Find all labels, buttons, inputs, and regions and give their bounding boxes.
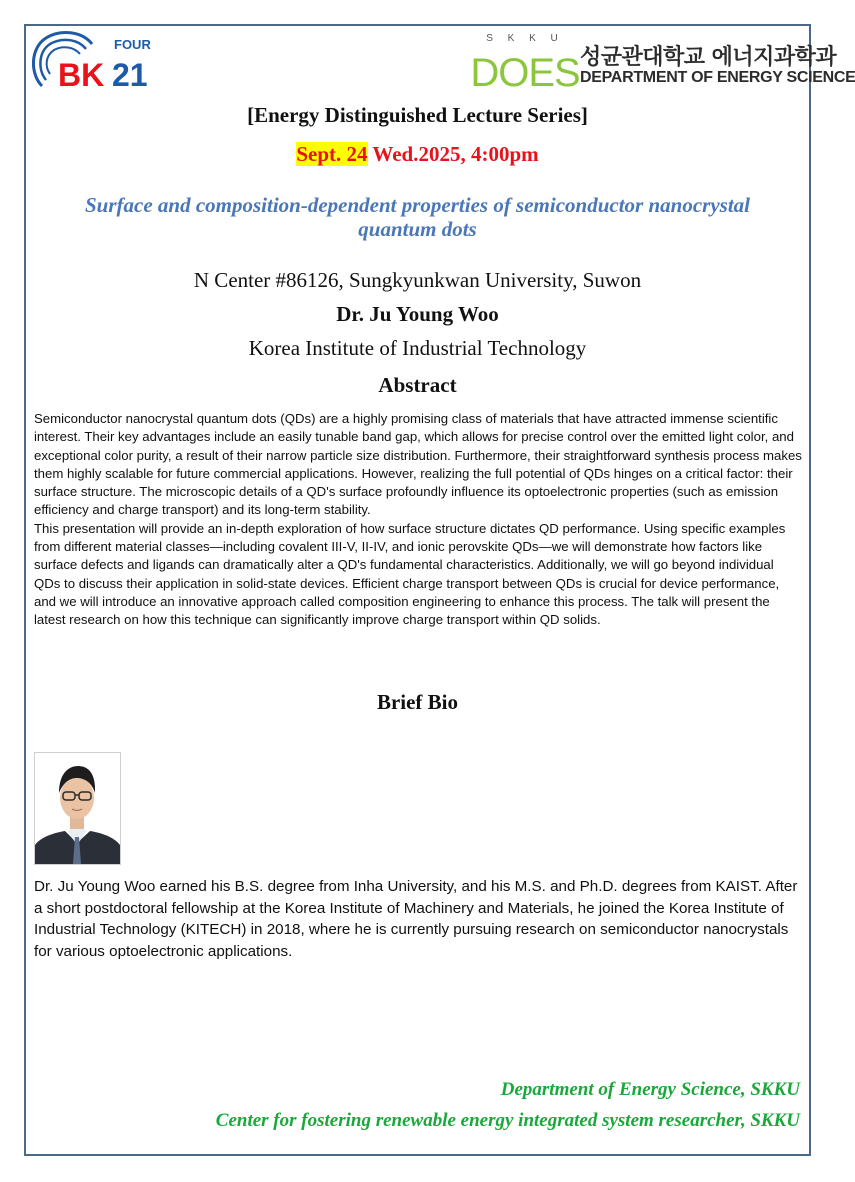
talk-title: Surface and composition-dependent properties of semiconductor nanocrystal quantum dots bbox=[84, 193, 750, 241]
abstract-paragraph-2: This presentation will provide an in-depth exploration of how surface structure dictates QD performance. Using specific examples from different material classes—including covalent III-V, II-IV, and ionic perovskite QDs—we will demonstrate how factors like surface defects and ligands can dramatically alter a QD's fundamental characteristics. Additionally, we will go beyond individual QDs to discuss their application in solid-state devices. Efficient charge transport between QDs is crucial for device performance, and we will introduce an innovative approach called composition engineering to enhance this process. The talk will present the latest research on how this technique can significantly improve charge transport within QD solids. bbox=[34, 520, 786, 628]
skku-letters: S K K U bbox=[486, 33, 564, 44]
venue: N Center #86126, Sungkyunkwan University, Suwon bbox=[193, 268, 642, 292]
bio-heading: Brief Bio bbox=[376, 690, 459, 714]
abstract-body bbox=[34, 410, 802, 630]
bk-number-text: 21 bbox=[112, 57, 148, 93]
speaker-portrait-icon bbox=[34, 752, 121, 865]
event-date-highlight: Sept. 24 bbox=[296, 142, 368, 166]
bio-body: Dr. Ju Young Woo earned his B.S. degree from Inha University, and his M.S. and Ph.D. degrees from KAIST. After a short postdoctoral fellowship at the Korea Institute of Machinery and Materials, he joined the Korea Institute of Industrial Technology (KITECH) in 2018, where he is currently pursuing research on semiconductor nanocrystals for various optoelectronic applications. bbox=[34, 878, 798, 960]
lecture-series-title: [Energy Distinguished Lecture Series] bbox=[247, 103, 588, 127]
bk-text: BK bbox=[58, 57, 105, 93]
dept-name-korean: 성균관대학교 에너지과학과 bbox=[580, 45, 837, 70]
footer-department: Department of Energy Science, SKKU bbox=[500, 1079, 800, 1100]
speaker-affiliation: Korea Institute of Industrial Technology bbox=[248, 336, 587, 360]
bk-four-text: FOUR bbox=[114, 37, 151, 52]
dept-name-english: DEPARTMENT OF ENERGY SCIENCE bbox=[580, 69, 855, 86]
skku-does-logo bbox=[470, 30, 580, 95]
event-date-rest: Wed.2025, 4:00pm bbox=[367, 142, 539, 166]
does-word: DOES bbox=[470, 51, 580, 95]
event-date bbox=[0, 142, 835, 167]
bk21-four-logo bbox=[28, 28, 158, 92]
abstract-paragraph-1: Semiconductor nanocrystal quantum dots (QDs) are a highly promising class of materials that have attracted immense scientific interest. Their key advantages include an easily tunable band gap, which allows for precise control over the emitted light color, and exceptional color purity, a result of their narrow particle size distribution. Furthermore, their straightforward synthesis process makes them highly scalable for future commercial applications. However, realizing the full potential of QDs hinges on a critical factor: their surface structure. The microscopic details of a QD's surface profoundly influence its optoelectronic properties (such as emission efficiency and charge transport) and its long-term stability. bbox=[34, 411, 802, 518]
abstract-heading: Abstract bbox=[378, 373, 457, 397]
speaker-name: Dr. Ju Young Woo bbox=[336, 302, 499, 326]
footer-center: Center for fostering renewable energy integrated system researcher, SKKU bbox=[215, 1110, 800, 1131]
